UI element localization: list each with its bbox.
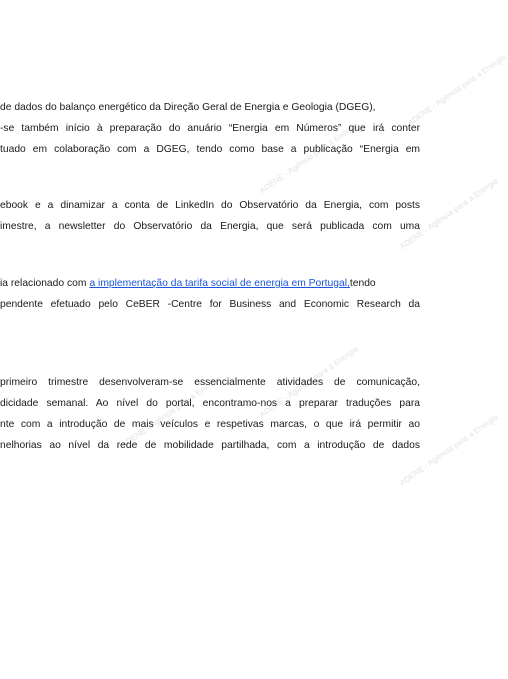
watermark: ADENE - Agência para a Energia <box>406 52 508 128</box>
text-run: nte com a introdução de mais veículos e respetivas marcas, o que irá permitir ao <box>0 419 420 430</box>
text-run: -se também início à preparação do anuário “Energia em Números” que irá conter <box>0 123 420 134</box>
text-run: de dados do balanço energético da Direção Geral de Energia e Geologia (DGEG), <box>0 102 376 113</box>
paragraph-line <box>0 143 420 156</box>
paragraph-line <box>0 199 420 212</box>
text-run: tuado em colaboração com a DGEG, tendo como base a publicação “Energia em <box>0 144 420 155</box>
paragraph-line <box>0 122 420 135</box>
watermark: ADENE - Agência para a Energia <box>398 412 500 488</box>
watermark: ADENE - Agência para a Energia <box>398 176 500 252</box>
paragraph-line <box>0 277 420 290</box>
text-run: ebook e a dinamizar a conta de LinkedIn do Observatório da Energia, com posts <box>0 200 420 211</box>
text-run: nelhorias ao nível da rede de mobilidade partilhada, com a introdução de dados <box>0 440 420 451</box>
text-run: primeiro trimestre desenvolveram-se essencialmente atividades de comunicação, <box>0 377 420 388</box>
paragraph-line <box>0 101 420 114</box>
tarifa-social-link[interactable]: a implementação da tarifa social de energia em Portugal, <box>89 278 350 289</box>
text-run: pendente efetuado pelo CeBER -Centre for Business and Economic Research da <box>0 299 420 310</box>
text-run: imestre, a newsletter do Observatório da Energia, que será publicada com uma <box>0 221 420 232</box>
watermark: ADENE - Agência para a Energia <box>258 120 360 196</box>
paragraph-line <box>0 376 420 389</box>
paragraph-line <box>0 220 420 233</box>
paragraph-line <box>0 418 420 431</box>
text-run: tendo <box>349 278 376 289</box>
paragraph-line <box>0 397 420 410</box>
watermark: ADENE - Agência para a Energia <box>120 374 222 450</box>
paragraph-line <box>0 298 420 311</box>
paragraph-line <box>0 439 420 452</box>
text-run: dicidade semanal. Ao nível do portal, encontramo-nos a preparar traduções para <box>0 398 420 409</box>
text-run: ia relacionado com <box>0 278 87 289</box>
watermark: ADENE - Agência para a Energia <box>258 344 360 420</box>
